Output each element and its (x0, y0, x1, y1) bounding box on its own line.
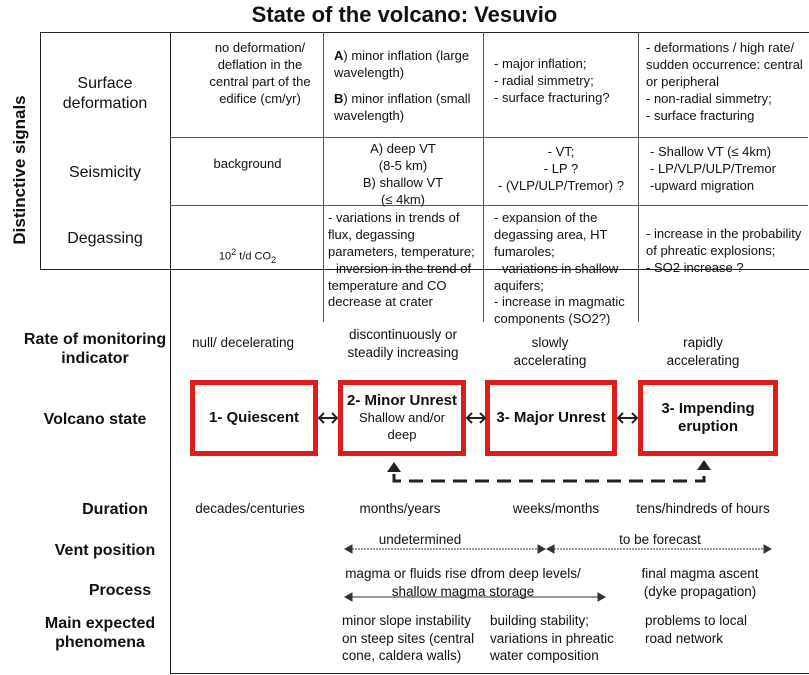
process-final-ascent: final magma ascent (dyke propagation) (641, 566, 759, 599)
double-arrow-icon (467, 413, 485, 423)
state-name: 1- Quiescent (208, 409, 300, 426)
row-label-seismicity: Seismicity (68, 164, 141, 181)
duration-value: weeks/months (512, 501, 600, 516)
duration-value: decades/centuries (195, 501, 305, 516)
phenomena-label: Main expected phenomena (44, 615, 156, 652)
double-arrow-icon (319, 413, 337, 423)
phenomena-value: building stability; variations in phreatic water composition (490, 613, 614, 664)
vent-forecast: to be forecast (619, 532, 701, 547)
surface-deformation-minor-unrest: A) minor inflation (large wavelength) B) minor inflation (small wavelength) (334, 48, 471, 123)
state-name: 3- Major Unrest (496, 409, 606, 426)
seismicity-quiescent: background (213, 156, 282, 171)
duration-value: months/years (359, 501, 441, 516)
duration-value: tens/hindreds of hours (636, 501, 770, 516)
row-label-degassing: Degassing (67, 230, 143, 247)
state-name: 2- Minor Unrest (346, 392, 457, 410)
degassing-impending: - increase in the probability of phreatic explosions; - SO2 increase ? (646, 226, 802, 275)
duration-label: Duration (82, 501, 148, 518)
seismicity-impending: - Shallow VT (≤ 4km) - LP/VLP/ULP/Tremor -upward migration (650, 144, 776, 193)
rate-value: null/ decelerating (191, 335, 295, 350)
phenomena-value: problems to local road network (645, 613, 748, 646)
surface-deformation-impending: - deformations / high rate/ sudden occurrence: central or peripheral - non-radial simmetry; - surface fracturing (646, 40, 803, 123)
surface-deformation-quiescent: no deformation/ deflation in the central part of the edifice (cm/yr) (209, 40, 311, 106)
double-arrow-icon (618, 413, 637, 423)
degassing-quiescent: $10^2$ t/d $CO_2$ (218, 247, 277, 265)
volcano-state-label: Volcano state (43, 411, 147, 428)
rate-label: Rate of monitoring indicator (23, 331, 167, 368)
process-label: Process (88, 582, 152, 599)
degassing-minor-unrest: - variations in trends of flux, degassing parameters, temperature; - inversion in the trend of temperature and CO decrease at crater (328, 210, 475, 310)
seismicity-major-unrest: - VT; - LP ? - (VLP/ULP/Tremor) ? (498, 144, 624, 193)
surface-deformation-major-unrest: - major inflation; - radial simmetry; - surface fracturing? (494, 56, 610, 105)
process-magma-rise: magma or fluids rise dfrom deep levels/ shallow magma storage (345, 566, 581, 599)
state-sub: Shallow and/or deep (359, 410, 445, 442)
degassing-major-unrest: - expansion of the degassing area, HT fumaroles; - variations in shallow aquifers; - increase in magmatic components (SO2?) (494, 210, 625, 327)
arrowhead-icon (387, 462, 401, 472)
seismicity-minor-unrest: A) deep VT (8-5 km) B) shallow VT (≤ 4km) (362, 141, 444, 207)
rate-value: slowly accelerating (513, 335, 587, 368)
state-name: 3- Impending eruption (661, 400, 755, 435)
feedback-dashed-arrow (394, 472, 704, 481)
rate-value: rapidly accelerating (666, 335, 740, 368)
rate-value: discontinuously or steadily increasing (347, 327, 459, 360)
page-title: State of the volcano: Vesuvio (251, 2, 558, 27)
arrowhead-icon (697, 460, 711, 470)
distinctive-signals-label: Distinctive signals (10, 95, 29, 245)
vent-position-label: Vent position (54, 542, 156, 559)
row-label-surface-deformation: Surface deformation (62, 75, 148, 112)
vent-undetermined: undetermined (378, 532, 462, 547)
phenomena-value: minor slope instability on steep sites (central cone, caldera walls) (342, 613, 475, 664)
